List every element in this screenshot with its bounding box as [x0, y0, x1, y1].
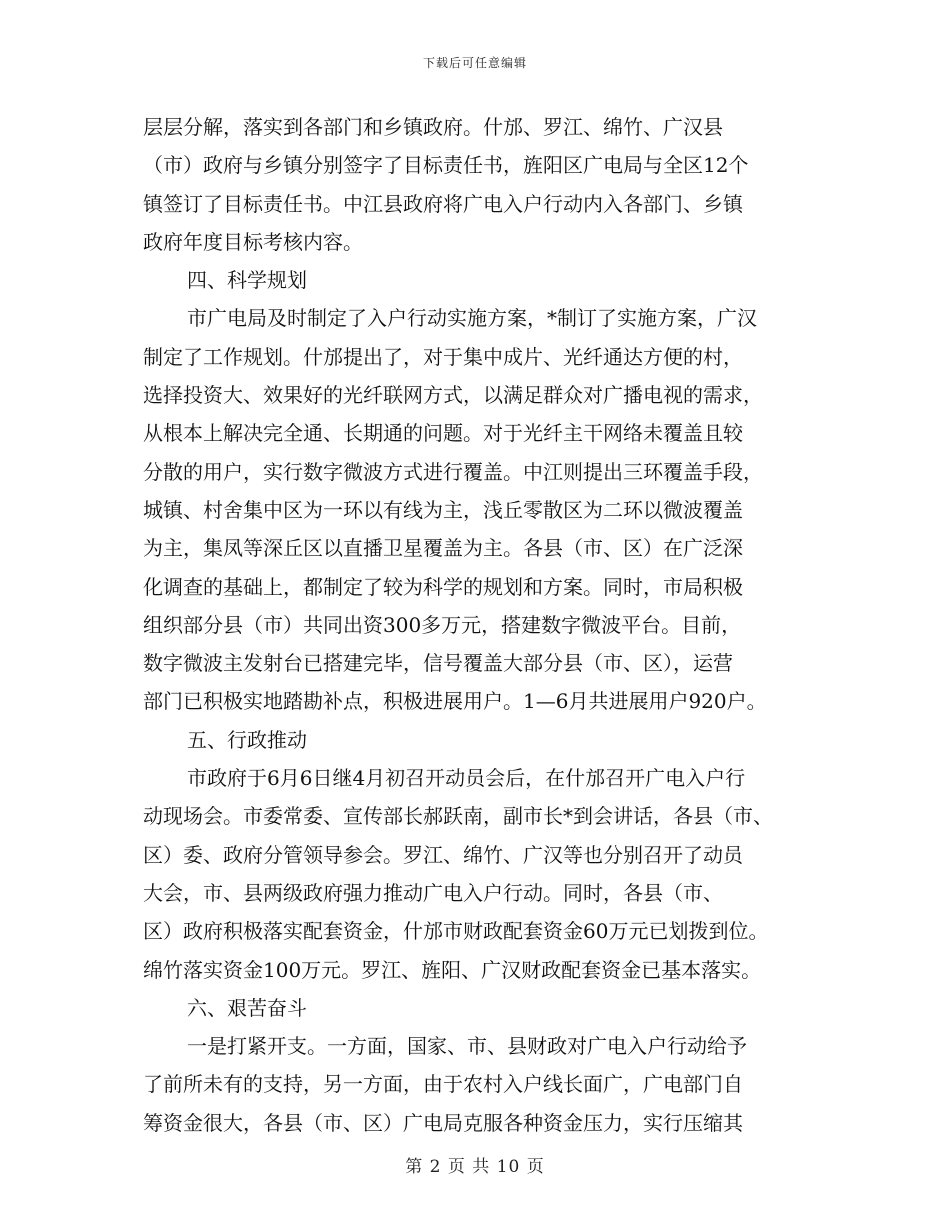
text-line: 镇签订了目标责任书。中江县政府将广电入户行动内入各部门、乡镇 — [143, 191, 743, 216]
text-line: 了前所未有的支持，另一方面，由于农村入户线长面广，广电部门自 — [143, 1072, 743, 1097]
text-line: 区）政府积极落实配套资金，什邡市财政配套资金60万元已划拨到位。 — [143, 919, 769, 944]
text-line: 一是打紧开支。一方面，国家、市、县财政对广电入户行动给予 — [187, 1034, 747, 1059]
page-header: 下载后可任意编辑 — [422, 56, 527, 70]
text-line: 筹资金很大，各县（市、区）广电局克服各种资金压力，实行压缩其 — [143, 1110, 743, 1135]
page-footer: 第 2 页 共 10 页 — [405, 1157, 545, 1177]
text-line: 大会，市、县两级政府强力推动广电入户行动。同时，各县（市、 — [143, 880, 723, 905]
text-line: 数字微波主发射台已搭建完毕，信号覆盖大部分县（市、区），运营 — [143, 651, 733, 676]
text-line: 城镇、村舍集中区为一环以有线为主，浅丘零散区为二环以微波覆盖 — [143, 497, 743, 522]
document-body — [143, 108, 823, 1142]
text-line: 政府年度目标考核内容。 — [143, 229, 363, 254]
text-line: 区）委、政府分管领导参会。罗江、绵竹、广汉等也分别召开了动员 — [143, 842, 743, 867]
text-line: 四、科学规划 — [187, 268, 307, 293]
text-line: 组织部分县（市）共同出资300多万元，搭建数字微波平台。目前， — [143, 612, 742, 637]
text-line: 为主，集凤等深丘区以直播卫星覆盖为主。各县（市、区）在广泛深 — [143, 536, 743, 561]
text-line: 层层分解，落实到各部门和乡镇政府。什邡、罗江、绵竹、广汉县 — [143, 115, 723, 139]
text-line: 分散的用户，实行数字微波方式进行覆盖。中江则提出三环覆盖手段， — [143, 459, 763, 484]
text-line: 化调查的基础上，都制定了较为科学的规划和方案。同时，市局积极 — [143, 574, 743, 599]
text-line: 绵竹落实资金100万元。罗江、旌阳、广汉财政配套资金已基本落实。 — [143, 957, 762, 982]
text-line: 从根本上解决完全通、长期通的问题。对于光纤主干网络未覆盖且较 — [143, 421, 743, 446]
text-line: （市）政府与乡镇分别签字了目标责任书，旌阳区广电局与全区12个 — [143, 153, 749, 178]
text-line: 部门已积极实地踏勘补点，积极进展用户。1—6月共进展用户920户。 — [143, 689, 767, 714]
text-line: 五、行政推动 — [187, 727, 307, 752]
text-line: 市广电局及时制定了入户行动实施方案，*制订了实施方案，广汉 — [187, 306, 757, 331]
text-line: 选择投资大、效果好的光纤联网方式，以满足群众对广播电视的需求， — [143, 383, 763, 408]
text-line: 动现场会。市委常委、宣传部长郝跃南，副市长*到会讲话，各县（市、 — [143, 804, 773, 829]
text-line: 市政府于6月6日继4月初召开动员会后，在什邡召开广电入户行 — [187, 766, 746, 791]
text-line: 制定了工作规划。什邡提出了，对于集中成片、光纤通达方便的村， — [143, 344, 743, 369]
text-line: 六、艰苦奋斗 — [187, 995, 307, 1020]
